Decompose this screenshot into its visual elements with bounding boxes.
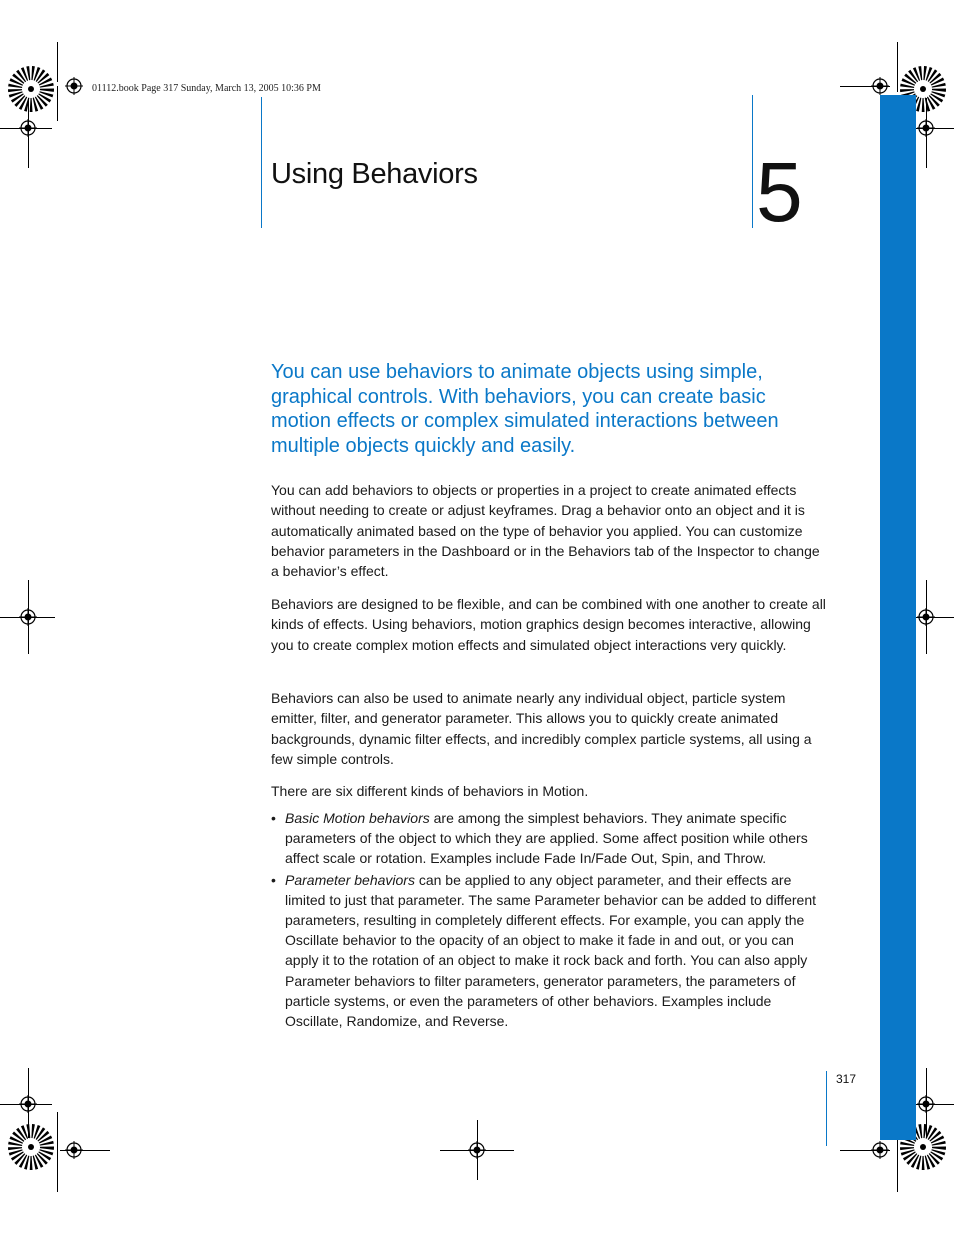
chapter-number: 5 — [756, 145, 803, 239]
bullet-icon: • — [271, 810, 276, 826]
crop-mark — [897, 42, 898, 92]
registration-target-icon — [19, 119, 37, 137]
bullet-text: are among the simplest behaviors. They animate specific parameters of the object to which they are applied. Some affect position while others affect scale or rotation. Examples include Fade In/Fade Out, Spin, and Throw. — [285, 810, 808, 867]
bullet-text: can be applied to any object parameter, and their effects are limited to just that parameter. The same Parameter behavior can be added to different parameters, resulting in completely different effects. For example, you can apply the Oscillate behavior to the opacity of an object to make it fade in and out, or you can apply it to the rotation of an object to make it rock back and forth. You can also apply Parameter behaviors to filter parameters, generator parameters, the parameters of particle systems, or even the parameters of other behaviors. Examples include Oscillate, Randomize, and Reverse. — [285, 871, 817, 1030]
registration-target-icon — [65, 1141, 83, 1159]
crop-mark — [57, 86, 58, 121]
bullet-term: Basic Motion behaviors — [285, 810, 430, 826]
print-slug: 01112.book Page 317 Sunday, March 13, 2005 10:36 PM — [92, 83, 321, 94]
registration-target-icon — [19, 608, 37, 626]
chapter-title: Using Behaviors — [271, 158, 478, 190]
registration-target-icon — [871, 1141, 889, 1159]
registration-target-icon — [65, 77, 83, 95]
list-item — [271, 808, 827, 869]
chapter-number-rule — [752, 95, 753, 228]
page-number-rule — [826, 1071, 827, 1146]
starburst-mark-icon — [14, 72, 48, 106]
list-item — [271, 870, 827, 1032]
chapter-intro: You can use behaviors to animate objects using simple, graphical controls. With behaviors, you can create basic motion effects or complex simulated interactions between multiple objects quickly and easily. — [271, 361, 779, 458]
starburst-mark-icon — [14, 1130, 48, 1164]
chapter-edge-tab — [880, 95, 916, 1140]
registration-target-icon — [19, 1095, 37, 1113]
body-paragraph: You can add behaviors to objects or properties in a project to create animated effects without needing to create or adjust keyframes. Drag a behavior onto an object and it is automatically animated based on the type of behavior you applied. You can customize behavior parameters in the Dashboard or in the Behaviors tab of the Inspector to change a behavior’s effect. — [271, 482, 820, 580]
behavior-types-list — [271, 808, 827, 1032]
registration-target-icon — [871, 77, 889, 95]
bullet-term: Parameter behaviors — [285, 871, 415, 888]
registration-target-icon — [917, 608, 935, 626]
crop-mark — [57, 1112, 58, 1192]
body-paragraph: Behaviors are designed to be flexible, and can be combined with one another to create all kinds of effects. Using behaviors, motion graphics design becomes interactive, allowing you to create complex motion effects and simulated object interactions very quickly. — [271, 596, 826, 653]
crop-mark — [57, 42, 58, 82]
registration-target-icon — [468, 1141, 486, 1159]
bullet-icon: • — [271, 871, 276, 888]
page-number: 317 — [836, 1072, 857, 1086]
registration-target-icon — [917, 119, 935, 137]
title-rule — [261, 97, 262, 228]
registration-target-icon — [917, 1095, 935, 1113]
body-paragraph: There are six different kinds of behaviors in Motion. — [271, 783, 589, 799]
body-paragraph: Behaviors can also be used to animate nearly any individual object, particle system emitter, filter, and generator parameter. This allows you to quickly create animated backgrounds, dynamic filter effects, and incredibly complex particle systems, all using a few simple controls. — [271, 690, 812, 767]
